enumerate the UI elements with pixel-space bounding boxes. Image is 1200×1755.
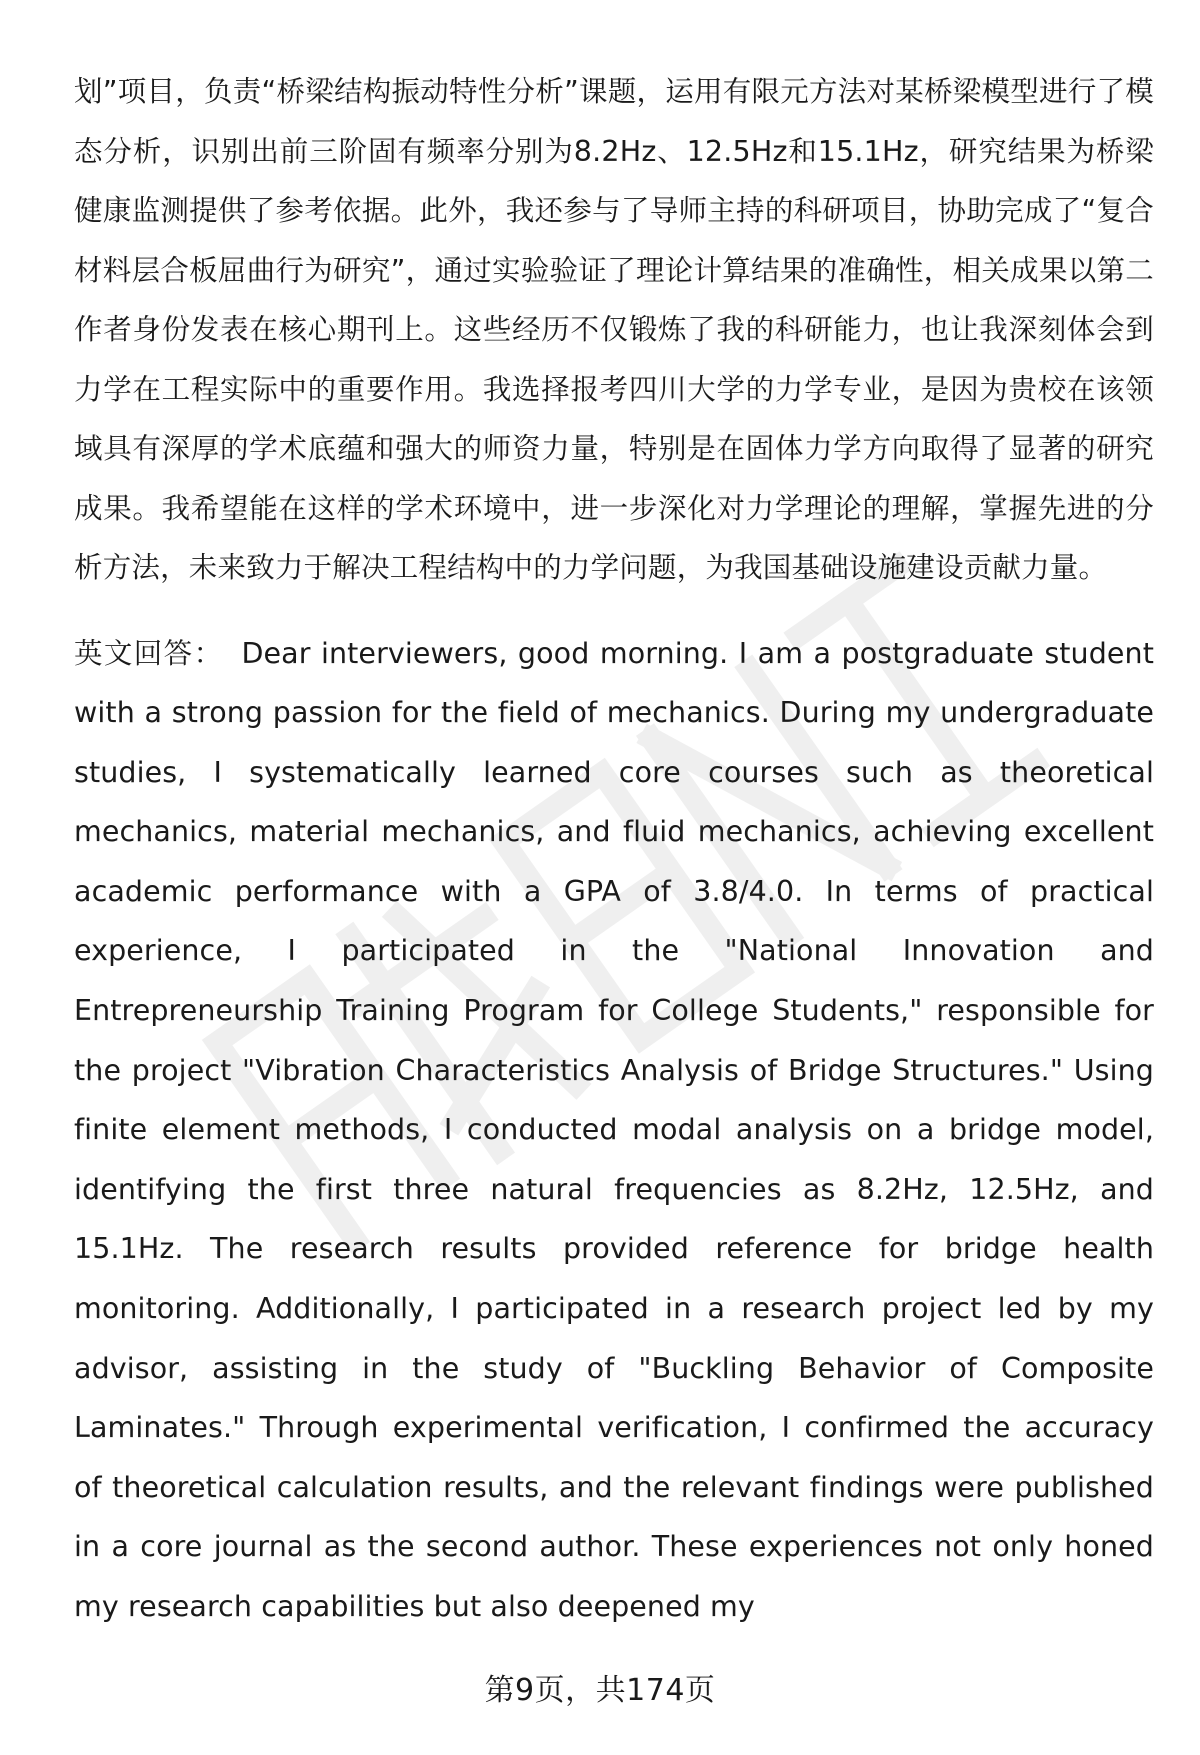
document-body <box>74 62 1154 1637</box>
english-answer-paragraph <box>74 624 1154 1637</box>
page-number-footer: 第9页，共174页 <box>484 1673 716 1708</box>
chinese-answer-paragraph: 划”项目，负责“桥梁结构振动特性分析”课题，运用有限元方法对某桥梁模型进行了模态分析，识别出前三阶固有频率分别为8.2Hz、12.5Hz和15.1Hz，研究结果为桥梁健康监测提供了参考依据。此外，我还参与了导师主持的科研项目，协助完成了“复合材料层合板屈曲行为研究”，通过实验验证了理论计算结果的准确性，相关成果以第二作者身份发表在核心期刊上。这些经历不仅锻炼了我的科研能力，也让我深刻体会到力学在工程实际中的重要作用。我选择报考四川大学的力学专业，是因为贵校在该领域具有深厚的学术底蕴和强大的师资力量，特别是在固体力学方向取得了显著的研究成果。我希望能在这样的学术环境中，进一步深化对力学理论的理解，掌握先进的分析方法，未来致力于解决工程结构中的力学问题，为我国基础设施建设贡献力量。 <box>74 75 1154 584</box>
english-answer-label: 英文回答： <box>74 636 224 670</box>
english-answer-text: Dear interviewers, good morning. I am a postgraduate student with a strong passion for the field of mechanics. During my undergraduate studies, I systematically learned core courses such as theoretical mechanics, material mechanics, and fluid mechanics, achieving excellent academic performance with a GPA of 3.8/4.0. In terms of practical experience, I participated in the "National Innovation and Entrepreneurship Training Program for College Students," responsible for the project "Vibration Characteristics Analysis of Bridge Structures." Using finite element methods, I conducted modal analysis on a bridge model, identifying the first three natural frequencies as 8.2Hz, 12.5Hz, and 15.1Hz. The research results provided reference for bridge health monitoring. Additionally, I participated in a research project led by my advisor, assisting in the study of "Buckling Behavior of Composite Laminates." Through experimental verification, I confirmed the accuracy of theoretical calculation results, and the relevant findings were published in a core journal as the second author. These experiences not only honed my research capabilities but also deepened my <box>74 636 1154 1623</box>
